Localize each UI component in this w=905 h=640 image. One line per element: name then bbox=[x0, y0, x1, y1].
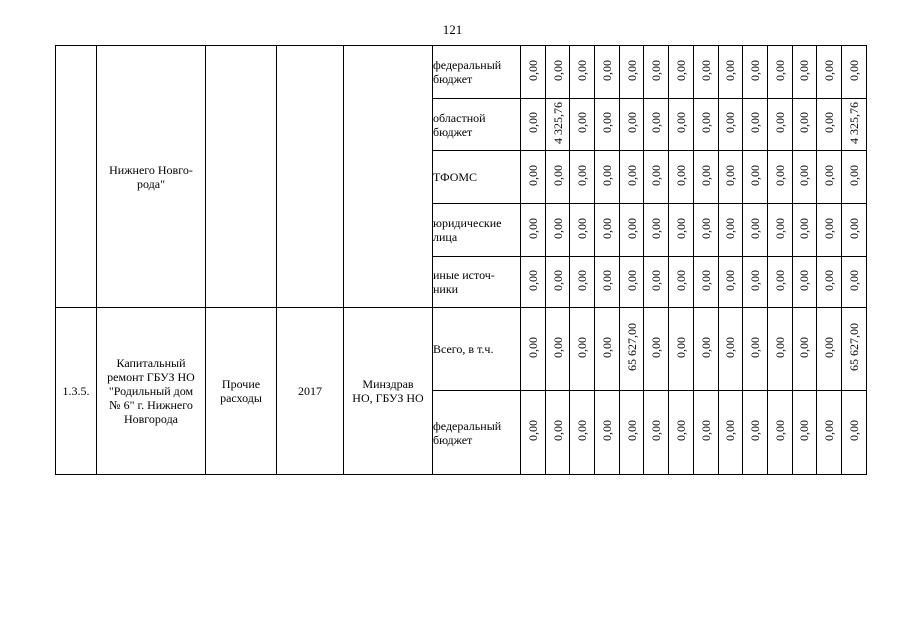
value-text: 0,00 bbox=[673, 59, 688, 81]
value-text: 0,00 bbox=[698, 420, 713, 441]
value-text: 0,00 bbox=[822, 164, 837, 186]
value-cell bbox=[570, 204, 595, 257]
value-text: 0,00 bbox=[822, 217, 837, 239]
value-cell bbox=[619, 151, 644, 204]
table-row bbox=[56, 46, 867, 99]
value-text: 0,00 bbox=[599, 336, 614, 358]
value-cell bbox=[570, 99, 595, 151]
value-text: 0,00 bbox=[723, 420, 738, 441]
value-cell bbox=[570, 151, 595, 204]
value-text: 0,00 bbox=[575, 59, 590, 81]
item-name-text: Капитальный ремонт ГБУЗ НО "Родильный дом № 6" г. Нижнего Новгорода bbox=[107, 356, 195, 426]
funding-source-label: областной бюджет bbox=[433, 110, 486, 139]
year-cell bbox=[277, 46, 344, 308]
value-cell bbox=[570, 391, 595, 475]
value-cell bbox=[743, 99, 768, 151]
item-name-cell bbox=[97, 308, 206, 475]
value-cell bbox=[595, 308, 620, 391]
value-cell bbox=[743, 151, 768, 204]
table-row bbox=[56, 308, 867, 391]
value-cell bbox=[693, 99, 718, 151]
value-cell bbox=[743, 391, 768, 475]
value-text: 0,00 bbox=[772, 420, 787, 441]
value-text: 0,00 bbox=[772, 112, 787, 133]
value-cell bbox=[767, 257, 792, 308]
value-text: 0,00 bbox=[624, 217, 639, 239]
value-cell bbox=[743, 257, 768, 308]
value-text: 0,00 bbox=[575, 336, 590, 358]
value-cell bbox=[644, 257, 669, 308]
value-text: 0,00 bbox=[649, 420, 664, 441]
value-text: 0,00 bbox=[723, 269, 738, 291]
value-text: 0,00 bbox=[673, 164, 688, 186]
value-cell bbox=[841, 99, 866, 151]
value-cell bbox=[792, 391, 817, 475]
value-cell bbox=[545, 391, 570, 475]
value-cell bbox=[644, 99, 669, 151]
value-text: 0,00 bbox=[723, 336, 738, 358]
year-text: 2017 bbox=[298, 384, 322, 398]
value-text: 0,00 bbox=[772, 164, 787, 186]
value-cell bbox=[619, 391, 644, 475]
value-text: 0,00 bbox=[599, 59, 614, 81]
value-text: 0,00 bbox=[673, 269, 688, 291]
value-cell bbox=[693, 151, 718, 204]
funding-source-label: федеральный бюджет bbox=[433, 418, 502, 447]
value-cell bbox=[767, 46, 792, 99]
value-cell bbox=[669, 257, 694, 308]
item-name-text: Нижнего Новго- рода" bbox=[109, 162, 193, 191]
funding-source-label: иные источ- ники bbox=[433, 268, 495, 296]
funding-source-cell bbox=[433, 46, 521, 99]
value-text: 0,00 bbox=[748, 164, 763, 186]
value-text: 0,00 bbox=[748, 336, 763, 358]
value-text: 0,00 bbox=[698, 336, 713, 358]
value-cell bbox=[595, 46, 620, 99]
value-cell bbox=[817, 308, 842, 391]
expense-type-text: Прочие расходы bbox=[220, 377, 262, 405]
value-text: 0,00 bbox=[846, 269, 861, 291]
value-cell bbox=[767, 99, 792, 151]
value-cell bbox=[545, 257, 570, 308]
value-cell bbox=[521, 151, 546, 204]
value-text: 0,00 bbox=[797, 112, 812, 133]
value-text: 0,00 bbox=[624, 269, 639, 291]
value-text: 0,00 bbox=[649, 269, 664, 291]
executor-text: Минздрав НО, ГБУЗ НО bbox=[352, 377, 424, 405]
value-text: 0,00 bbox=[698, 59, 713, 81]
value-text: 0,00 bbox=[525, 217, 540, 239]
value-text: 65 627,00 bbox=[624, 323, 639, 371]
value-text: 0,00 bbox=[525, 269, 540, 291]
value-cell bbox=[792, 99, 817, 151]
value-text: 0,00 bbox=[624, 164, 639, 186]
value-cell bbox=[792, 151, 817, 204]
value-cell bbox=[570, 46, 595, 99]
value-cell bbox=[792, 257, 817, 308]
value-cell bbox=[619, 308, 644, 391]
value-text: 0,00 bbox=[525, 420, 540, 441]
value-text: 0,00 bbox=[599, 420, 614, 441]
value-cell bbox=[545, 308, 570, 391]
funding-source-label: ТФОМС bbox=[433, 170, 478, 184]
value-text: 0,00 bbox=[599, 112, 614, 133]
value-text: 0,00 bbox=[797, 420, 812, 441]
value-cell bbox=[743, 308, 768, 391]
page-number: 121 bbox=[442, 22, 463, 37]
value-text: 0,00 bbox=[797, 59, 812, 81]
funding-source-cell bbox=[433, 257, 521, 308]
value-text: 0,00 bbox=[822, 59, 837, 81]
value-cell bbox=[693, 308, 718, 391]
expense-type-cell bbox=[206, 308, 277, 475]
value-text: 0,00 bbox=[575, 112, 590, 133]
value-cell bbox=[792, 204, 817, 257]
value-cell bbox=[841, 204, 866, 257]
value-text: 0,00 bbox=[748, 420, 763, 441]
value-cell bbox=[817, 151, 842, 204]
executor-cell bbox=[344, 46, 433, 308]
value-cell bbox=[595, 99, 620, 151]
value-text: 0,00 bbox=[797, 269, 812, 291]
value-cell bbox=[693, 257, 718, 308]
value-text: 0,00 bbox=[797, 336, 812, 358]
value-text: 0,00 bbox=[550, 336, 565, 358]
value-text: 0,00 bbox=[575, 164, 590, 186]
value-cell bbox=[644, 46, 669, 99]
value-cell bbox=[669, 204, 694, 257]
item-name-cell bbox=[97, 46, 206, 308]
value-cell bbox=[545, 99, 570, 151]
value-text: 0,00 bbox=[624, 112, 639, 133]
value-text: 0,00 bbox=[846, 420, 861, 441]
value-text: 0,00 bbox=[649, 217, 664, 239]
budget-table bbox=[55, 45, 867, 475]
value-cell bbox=[669, 391, 694, 475]
value-cell bbox=[718, 204, 743, 257]
funding-source-cell bbox=[433, 391, 521, 475]
value-cell bbox=[619, 204, 644, 257]
item-number-cell bbox=[56, 308, 97, 475]
value-text: 4 325,76 bbox=[550, 101, 565, 144]
value-cell bbox=[644, 308, 669, 391]
value-cell bbox=[669, 151, 694, 204]
value-cell bbox=[718, 257, 743, 308]
value-cell bbox=[521, 391, 546, 475]
value-cell bbox=[841, 46, 866, 99]
value-cell bbox=[693, 204, 718, 257]
value-cell bbox=[718, 46, 743, 99]
value-cell bbox=[718, 99, 743, 151]
value-cell bbox=[841, 151, 866, 204]
value-cell bbox=[817, 99, 842, 151]
funding-source-cell bbox=[433, 308, 521, 391]
value-cell bbox=[570, 308, 595, 391]
value-text: 0,00 bbox=[599, 217, 614, 239]
value-text: 65 627,00 bbox=[846, 323, 861, 371]
value-text: 0,00 bbox=[550, 420, 565, 441]
value-text: 0,00 bbox=[846, 217, 861, 239]
value-text: 0,00 bbox=[673, 217, 688, 239]
value-cell bbox=[841, 308, 866, 391]
value-cell bbox=[743, 46, 768, 99]
value-cell bbox=[595, 204, 620, 257]
value-text: 0,00 bbox=[550, 269, 565, 291]
value-cell bbox=[545, 151, 570, 204]
value-text: 0,00 bbox=[525, 336, 540, 358]
value-text: 0,00 bbox=[772, 59, 787, 81]
value-text: 0,00 bbox=[698, 164, 713, 186]
executor-cell bbox=[344, 308, 433, 475]
value-text: 0,00 bbox=[723, 217, 738, 239]
value-text: 0,00 bbox=[525, 112, 540, 133]
expense-type-cell bbox=[206, 46, 277, 308]
value-cell bbox=[841, 257, 866, 308]
value-text: 0,00 bbox=[673, 420, 688, 441]
value-cell bbox=[619, 46, 644, 99]
value-text: 0,00 bbox=[822, 420, 837, 441]
value-text: 4 325,76 bbox=[846, 101, 861, 144]
value-text: 0,00 bbox=[649, 59, 664, 81]
year-cell bbox=[277, 308, 344, 475]
value-text: 0,00 bbox=[673, 112, 688, 133]
value-cell bbox=[669, 46, 694, 99]
value-cell bbox=[521, 257, 546, 308]
value-cell bbox=[595, 151, 620, 204]
value-cell bbox=[570, 257, 595, 308]
value-text: 0,00 bbox=[822, 336, 837, 358]
value-cell bbox=[767, 151, 792, 204]
value-text: 0,00 bbox=[673, 336, 688, 358]
value-text: 0,00 bbox=[698, 217, 713, 239]
value-cell bbox=[743, 204, 768, 257]
value-cell bbox=[669, 308, 694, 391]
value-text: 0,00 bbox=[575, 420, 590, 441]
value-cell bbox=[767, 391, 792, 475]
value-cell bbox=[521, 308, 546, 391]
value-text: 0,00 bbox=[772, 269, 787, 291]
value-text: 0,00 bbox=[822, 269, 837, 291]
value-cell bbox=[767, 308, 792, 391]
value-cell bbox=[545, 204, 570, 257]
funding-source-label: юридические лица bbox=[433, 216, 502, 244]
value-cell bbox=[619, 257, 644, 308]
item-number-text: 1.3.5. bbox=[62, 384, 90, 398]
value-text: 0,00 bbox=[575, 269, 590, 291]
value-cell bbox=[792, 308, 817, 391]
value-text: 0,00 bbox=[525, 59, 540, 81]
value-text: 0,00 bbox=[550, 217, 565, 239]
value-cell bbox=[521, 46, 546, 99]
value-text: 0,00 bbox=[624, 420, 639, 441]
value-cell bbox=[521, 204, 546, 257]
value-text: 0,00 bbox=[748, 269, 763, 291]
value-text: 0,00 bbox=[748, 112, 763, 133]
value-cell bbox=[718, 391, 743, 475]
value-cell bbox=[521, 99, 546, 151]
value-text: 0,00 bbox=[649, 112, 664, 133]
value-text: 0,00 bbox=[748, 59, 763, 81]
value-cell bbox=[644, 151, 669, 204]
value-cell bbox=[693, 46, 718, 99]
value-cell bbox=[817, 46, 842, 99]
funding-source-cell bbox=[433, 151, 521, 204]
value-text: 0,00 bbox=[550, 164, 565, 186]
value-text: 0,00 bbox=[550, 59, 565, 81]
value-text: 0,00 bbox=[822, 112, 837, 133]
value-text: 0,00 bbox=[723, 59, 738, 81]
value-text: 0,00 bbox=[525, 164, 540, 186]
value-cell bbox=[792, 46, 817, 99]
funding-source-label: федеральный бюджет bbox=[433, 58, 502, 86]
value-cell bbox=[718, 151, 743, 204]
value-cell bbox=[595, 391, 620, 475]
value-text: 0,00 bbox=[575, 217, 590, 239]
value-text: 0,00 bbox=[846, 164, 861, 186]
value-text: 0,00 bbox=[846, 59, 861, 81]
value-cell bbox=[817, 391, 842, 475]
value-text: 0,00 bbox=[599, 269, 614, 291]
funding-source-cell bbox=[433, 99, 521, 151]
value-text: 0,00 bbox=[748, 217, 763, 239]
value-text: 0,00 bbox=[772, 336, 787, 358]
funding-source-cell bbox=[433, 204, 521, 257]
value-text: 0,00 bbox=[698, 269, 713, 291]
value-cell bbox=[718, 308, 743, 391]
value-cell bbox=[817, 204, 842, 257]
funding-source-label: Всего, в т.ч. bbox=[433, 342, 494, 356]
value-text: 0,00 bbox=[624, 59, 639, 81]
value-cell bbox=[595, 257, 620, 308]
value-text: 0,00 bbox=[723, 164, 738, 186]
value-cell bbox=[644, 391, 669, 475]
value-cell bbox=[817, 257, 842, 308]
item-number-cell bbox=[56, 46, 97, 308]
value-cell bbox=[841, 391, 866, 475]
value-text: 0,00 bbox=[649, 336, 664, 358]
value-text: 0,00 bbox=[772, 217, 787, 239]
value-cell bbox=[767, 204, 792, 257]
value-text: 0,00 bbox=[797, 164, 812, 186]
value-cell bbox=[619, 99, 644, 151]
value-text: 0,00 bbox=[698, 112, 713, 133]
value-text: 0,00 bbox=[599, 164, 614, 186]
value-cell bbox=[669, 99, 694, 151]
value-cell bbox=[644, 204, 669, 257]
value-text: 0,00 bbox=[797, 217, 812, 239]
value-text: 0,00 bbox=[649, 164, 664, 186]
value-text: 0,00 bbox=[723, 112, 738, 133]
value-cell bbox=[545, 46, 570, 99]
value-cell bbox=[693, 391, 718, 475]
